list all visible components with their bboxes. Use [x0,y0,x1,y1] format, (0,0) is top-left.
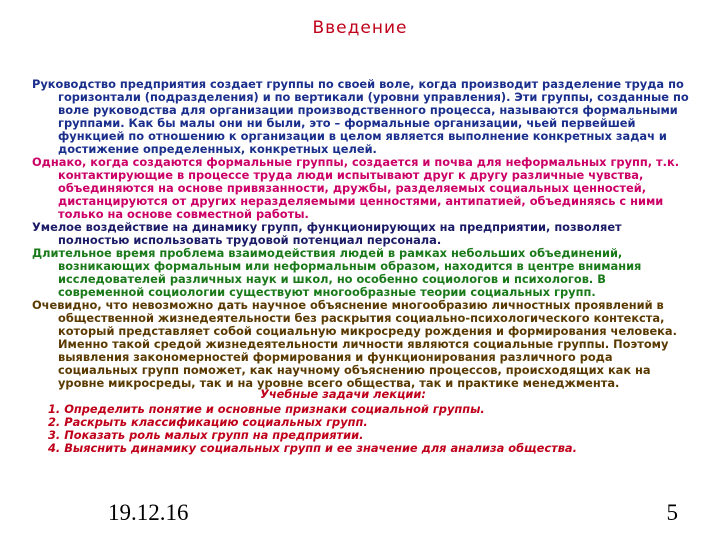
paragraph-research-history: Длительное время проблема взаимодействия людей в рамках небольших объединений, возникающих формальным или неформальным образом, находится в центре внимания исследователей различных наук и школ, но особенно социологов и психологов. В современной социологии существуют многообразные теории социальных групп. [32,246,642,299]
paragraph-group-dynamics: Умелое воздействие на динамику групп, функционирующих на предприятии, позволяет полностью использовать трудовой потенциал персонала. [32,220,622,247]
page-number: 5 [666,500,678,525]
footer-date: 19.12.16 [108,500,189,525]
paragraph-informal-groups: Однако, когда создаются формальные группы, создается и почва для неформальных групп, т.к. контактирующие в процессе труда люди испытывают друг к другу различные чувства, объединяются на основе привязанности, дружбы, разделяемых социальных ценностей, дистанцируются от других неразделяемыми ценностями, антипатией, объединяясь с ними только на основе совместной работы. [32,155,680,221]
task-item-1: 1. Определить понятие и основные признаки социальной группы. [48,402,485,416]
lecture-tasks [48,388,678,455]
slide-title: Введение [312,18,408,38]
tasks-heading: Учебные задачи лекции: [260,387,426,401]
slide-body [32,78,692,390]
task-item-2: 2. Раскрыть классификацию социальных групп. [48,415,368,429]
task-item-3: 3. Показать роль малых групп на предприятии. [48,428,364,442]
task-item-4: 4. Выяснить динамику социальных групп и ее значение для анализа общества. [48,441,577,455]
paragraph-social-context: Очевидно, что невозможно дать научное объяснение многообразию личностных проявлений в общественной жизнедеятельности без раскрытия социально-психологического контекста, который представляет собой социальную микросреду рождения и формирования человека. Именно такой средой жизнедеятельности личности являются социальные группы. Поэтому выявления закономерностей формирования и функционирования различного рода социальных групп поможет, как научному объяснению процессов, происходящих как на уровне микросреды, так и на уровне всего общества, так и практике менеджмента. [32,298,677,390]
paragraph-formal-groups: Руководство предприятия создает группы по своей воле, когда производит разделение труда по горизонтали (подразделения) и по вертикали (уровни управления). Эти группы, созданные по воле руководства для организации производственного процесса, называются формальными группами. Как бы малы они ни были, это – формальные организации, чьей первейшей функцией по отношению к организации в целом является выполнение конкретных задач и достижение определенных, конкретных целей. [32,77,689,156]
